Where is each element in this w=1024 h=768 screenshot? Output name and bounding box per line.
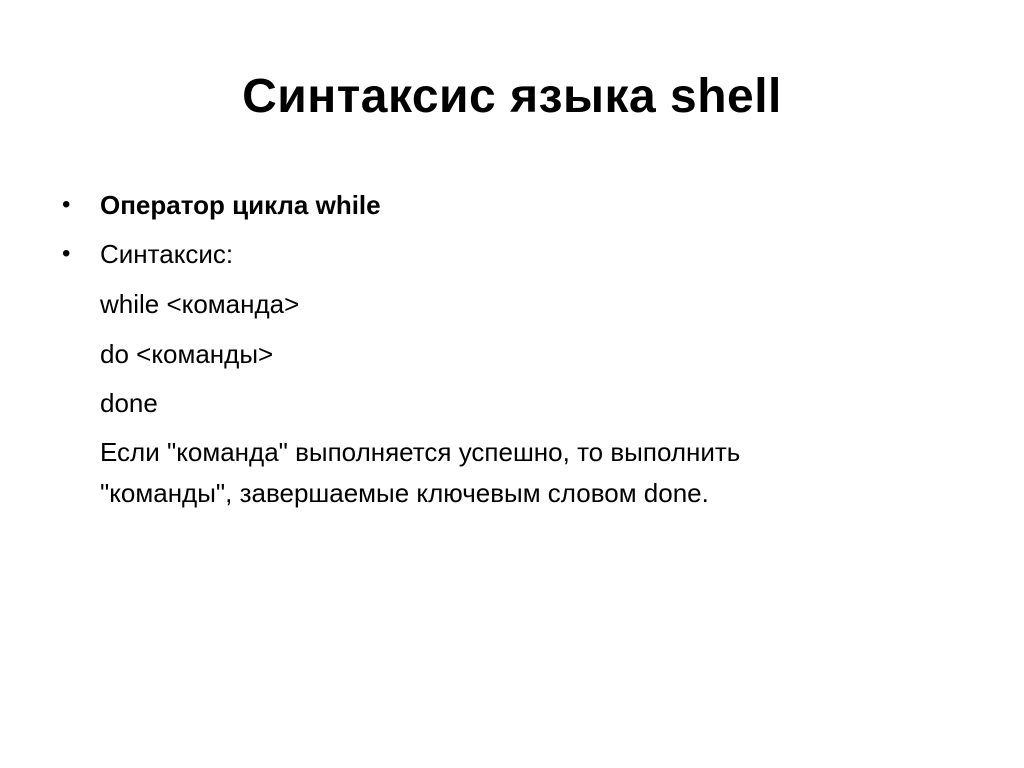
syntax-line-while: while <команда>: [100, 289, 300, 319]
bullet-marker: •: [62, 191, 71, 218]
bullet-text-operator: Оператор цикла while: [100, 190, 381, 220]
description-line-2: "команды", завершаемые ключевым словом done.: [100, 478, 709, 508]
slide-title: Синтаксис языка shell: [242, 70, 782, 123]
syntax-line-do: do <команды>: [100, 339, 274, 369]
bullet-marker: •: [62, 240, 71, 267]
bullet-text-syntax: Синтаксис:: [100, 239, 234, 269]
description-line-1: Если "команда" выполняется успешно, то выполнить: [100, 437, 741, 467]
syntax-line-done: done: [100, 388, 158, 418]
